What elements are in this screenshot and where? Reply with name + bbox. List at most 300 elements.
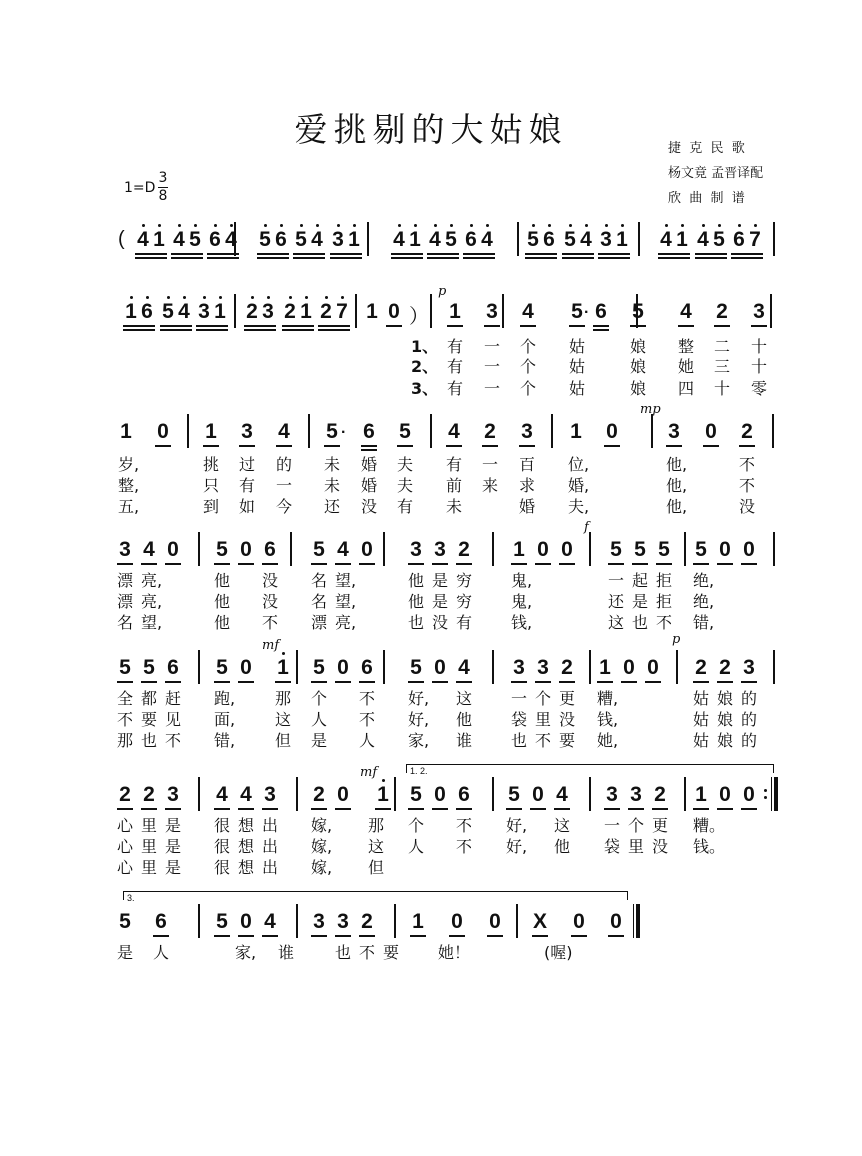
note: 6	[538, 228, 560, 252]
verse-number: 1、	[411, 337, 439, 356]
underline	[447, 325, 463, 327]
underline	[614, 257, 630, 259]
note: 6	[162, 656, 184, 680]
underline	[554, 808, 570, 810]
lyric-syllable: 没	[361, 497, 378, 516]
lyric-syllable: 他	[214, 571, 231, 590]
lyric-syllable: 里	[141, 837, 158, 856]
lyric-syllable: 个	[311, 689, 328, 708]
underline	[541, 257, 557, 259]
octave-dot	[219, 296, 222, 299]
underline	[741, 681, 757, 683]
underline	[562, 253, 578, 255]
note: 1	[671, 228, 693, 252]
note: 5	[308, 656, 330, 680]
underline	[597, 681, 613, 683]
underline	[187, 253, 203, 255]
note: 5	[157, 300, 179, 324]
underline	[207, 253, 223, 255]
underline	[456, 681, 472, 683]
score-system	[0, 632, 862, 756]
note: 2	[308, 783, 330, 807]
underline	[443, 257, 459, 259]
lyric-syllable: 的	[741, 689, 758, 708]
underline	[525, 257, 541, 259]
credits	[668, 136, 763, 211]
underline	[346, 253, 362, 255]
barline	[296, 650, 298, 684]
note: 2	[711, 300, 733, 324]
lyric-syllable: 姑	[569, 379, 586, 398]
octave-dot	[382, 779, 385, 782]
octave-dot	[341, 296, 344, 299]
lyric-syllable: 跑,	[214, 689, 236, 708]
lyric-syllable: 要	[141, 710, 158, 729]
note: 0	[700, 420, 722, 444]
underline	[674, 253, 690, 255]
lyric-syllable: 人	[311, 710, 328, 729]
note: 6	[136, 300, 158, 324]
underline	[276, 445, 292, 447]
underline	[135, 253, 151, 255]
note: 5	[708, 228, 730, 252]
underline	[463, 253, 479, 255]
lyric-syllable: 起	[632, 571, 649, 590]
underline	[212, 325, 228, 327]
note: 1	[404, 228, 426, 252]
lyric-syllable: 一	[276, 476, 293, 495]
underline	[604, 445, 620, 447]
note: 0	[356, 538, 378, 562]
note: X	[529, 910, 551, 934]
barline	[234, 294, 236, 328]
underline	[151, 257, 167, 259]
note: 3	[601, 783, 623, 807]
lyric-syllable: 好,	[506, 816, 528, 835]
lyric-syllable: 里	[141, 858, 158, 877]
lyric-syllable: 岁,	[118, 455, 140, 474]
barline	[430, 294, 432, 328]
underline	[693, 563, 709, 565]
lyric-syllable: 还	[324, 497, 341, 516]
underline	[621, 681, 637, 683]
note: 3	[625, 783, 647, 807]
note: 3	[114, 538, 136, 562]
underline	[391, 257, 407, 259]
lyric-syllable: 三	[714, 357, 731, 376]
lyric-syllable: 名	[311, 571, 328, 590]
underline	[141, 808, 157, 810]
barline	[651, 414, 653, 448]
underline	[223, 253, 239, 255]
underline	[165, 808, 181, 810]
barline	[308, 414, 310, 448]
note: 2	[556, 656, 578, 680]
note: 5	[138, 656, 160, 680]
score-system	[0, 520, 862, 638]
note: 0	[484, 910, 506, 934]
note: 0	[605, 910, 627, 934]
volta-label: 3.	[127, 893, 135, 903]
octave-dot	[470, 224, 473, 227]
barline	[394, 904, 396, 938]
barline	[773, 222, 775, 256]
note: 2	[138, 783, 160, 807]
note: 3	[257, 300, 279, 324]
octave-dot	[158, 224, 161, 227]
underline	[717, 681, 733, 683]
lyric-syllable: 是	[311, 731, 328, 750]
verse-number: 2、	[411, 357, 439, 376]
lyric-syllable: 名	[117, 613, 134, 632]
underline	[608, 563, 624, 565]
lyric-syllable: 很	[214, 816, 231, 835]
note: 4	[332, 538, 354, 562]
note: 4	[173, 300, 195, 324]
underline	[187, 257, 203, 259]
note: 3	[532, 656, 554, 680]
underline	[407, 257, 423, 259]
underline	[658, 253, 674, 255]
lyric-syllable: 不	[165, 731, 182, 750]
lyric-syllable: 不	[359, 689, 376, 708]
lyric-syllable: 名	[311, 592, 328, 611]
lyric-syllable: 姑	[693, 689, 710, 708]
lyric-syllable: 不	[456, 837, 473, 856]
dynamic-mark: mf	[360, 765, 378, 780]
underline	[674, 257, 690, 259]
lyric-syllable: 一	[484, 337, 501, 356]
underline	[141, 563, 157, 565]
lyric-syllable: 不	[359, 710, 376, 729]
barline	[773, 650, 775, 684]
barline	[770, 294, 772, 328]
note: 1	[407, 910, 429, 934]
lyric-syllable: 有	[239, 476, 256, 495]
underline	[391, 253, 407, 255]
repeat-sign	[764, 785, 768, 803]
note: 2	[241, 300, 263, 324]
volta-label: 1. 2.	[410, 766, 428, 776]
lyric-syllable: 这	[554, 816, 571, 835]
note: 4	[655, 228, 677, 252]
underline	[346, 257, 362, 259]
barline	[383, 650, 385, 684]
lyric-syllable: 姑	[693, 710, 710, 729]
note: 1	[372, 783, 394, 807]
lyric-syllable: 糟,	[597, 689, 619, 708]
note: 0	[383, 300, 405, 324]
underline	[456, 563, 472, 565]
lyric-syllable: 是	[432, 592, 449, 611]
underline	[238, 808, 254, 810]
note: 0	[235, 910, 257, 934]
underline	[487, 935, 503, 937]
barline	[638, 222, 640, 256]
lyric-syllable: 他	[408, 592, 425, 611]
octave-dot	[214, 224, 217, 227]
octave-dot	[532, 224, 535, 227]
lyric-syllable: 不	[535, 731, 552, 750]
underline	[282, 329, 298, 331]
underline	[262, 808, 278, 810]
octave-dot	[569, 224, 572, 227]
parenthesis: ）	[409, 306, 429, 328]
underline	[151, 253, 167, 255]
barline	[551, 414, 553, 448]
octave-dot	[282, 652, 285, 655]
lyric-syllable: 个	[535, 689, 552, 708]
lyric-syllable: 这	[368, 837, 385, 856]
underline	[562, 257, 578, 259]
lyric-syllable: 娘	[717, 689, 734, 708]
octave-dot	[289, 296, 292, 299]
underline	[630, 325, 646, 327]
note: 0	[332, 656, 354, 680]
underline	[569, 325, 585, 327]
octave-dot	[178, 224, 181, 227]
note: 3	[663, 420, 685, 444]
underline	[238, 681, 254, 683]
note: 5	[653, 538, 675, 562]
note: 5	[211, 538, 233, 562]
barline	[492, 650, 494, 684]
underline	[645, 681, 661, 683]
lyric-syllable: 有	[456, 613, 473, 632]
lyric-syllable: 姑	[569, 357, 586, 376]
lyric-syllable: 她,	[597, 731, 619, 750]
note: 5	[503, 783, 525, 807]
lyric-syllable: 漂	[311, 613, 328, 632]
note: 4	[211, 783, 233, 807]
lyric-syllable: 一	[511, 689, 528, 708]
underline	[309, 257, 325, 259]
lyric-syllable: 娘	[630, 357, 647, 376]
note: 5	[211, 656, 233, 680]
underline	[139, 325, 155, 327]
lyric-syllable: 全	[117, 689, 134, 708]
note: 0	[235, 656, 257, 680]
note: 0	[235, 538, 257, 562]
underline	[223, 257, 239, 259]
note: 4	[517, 300, 539, 324]
verse-number: 3、	[411, 379, 439, 398]
lyric-syllable: 一	[484, 357, 501, 376]
credit-origin: 捷 克 民 歌	[668, 141, 745, 156]
barline	[773, 532, 775, 566]
lyric-syllable: 那	[275, 689, 292, 708]
note: 2	[736, 420, 758, 444]
underline	[335, 935, 351, 937]
note: 1	[272, 656, 294, 680]
lyric-syllable: 只	[203, 476, 220, 495]
lyric-syllable: 他	[214, 613, 231, 632]
lyric-syllable: 不	[262, 613, 279, 632]
underline	[408, 563, 424, 565]
lyric-syllable: 也	[408, 613, 425, 632]
octave-dot	[305, 296, 308, 299]
lyric-syllable: 有	[446, 455, 463, 474]
lyric-syllable: 未	[324, 455, 341, 474]
note: 1	[343, 228, 365, 252]
lyric-syllable: 漂	[117, 571, 134, 590]
lyric-syllable: 望,	[335, 592, 357, 611]
note: 3	[259, 783, 281, 807]
lyric-syllable: 心	[117, 858, 134, 877]
lyric-syllable: 出	[262, 858, 279, 877]
underline	[741, 563, 757, 565]
underline	[176, 325, 192, 327]
note: 1	[508, 538, 530, 562]
lyric-syllable: 今	[276, 497, 293, 516]
parenthesis: (	[118, 228, 125, 250]
lyric-syllable: 袋	[511, 710, 528, 729]
lyric-syllable: 好,	[408, 689, 430, 708]
lyric-syllable: 娘	[717, 731, 734, 750]
underline	[571, 935, 587, 937]
underline	[141, 681, 157, 683]
lyric-syllable: 不	[739, 455, 756, 474]
underline	[479, 253, 495, 255]
underline	[446, 445, 462, 447]
octave-dot	[203, 296, 206, 299]
underline	[604, 808, 620, 810]
lyric-syllable: 都	[141, 689, 158, 708]
note: 5	[566, 300, 588, 324]
underline	[334, 325, 350, 327]
lyric-syllable: 想	[238, 837, 255, 856]
note: 1	[148, 228, 170, 252]
underline	[449, 935, 465, 937]
underline	[135, 257, 151, 259]
underline	[311, 935, 327, 937]
note: 4	[220, 228, 242, 252]
note: 0	[618, 656, 640, 680]
note: 5	[321, 420, 343, 444]
barline	[492, 532, 494, 566]
octave-dot	[621, 224, 624, 227]
underline	[214, 563, 230, 565]
lyric-syllable: 未	[324, 476, 341, 495]
underline	[330, 257, 346, 259]
lyric-syllable: 一	[604, 816, 621, 835]
underline	[711, 257, 727, 259]
lyric-syllable: 这	[456, 689, 473, 708]
octave-dot	[264, 224, 267, 227]
lyric-syllable: 有	[447, 357, 464, 376]
lyric-syllable: 但	[275, 731, 292, 750]
underline	[123, 329, 139, 331]
note: 4	[692, 228, 714, 252]
lyric-syllable: 钱。	[693, 837, 726, 856]
underline	[196, 329, 212, 331]
note: 0	[152, 420, 174, 444]
augmentation-dot: ·	[584, 304, 590, 321]
note: 5	[114, 656, 136, 680]
underline	[238, 563, 254, 565]
underline	[535, 681, 551, 683]
barline	[492, 777, 494, 811]
lyric-syllable: 面,	[214, 710, 236, 729]
lyric-syllable: 不	[117, 710, 134, 729]
lyric-syllable: 他,	[666, 476, 688, 495]
underline	[535, 563, 551, 565]
barline	[198, 650, 200, 684]
lyric-syllable: 是	[165, 816, 182, 835]
lyric-syllable: 二	[714, 337, 731, 356]
note: 1	[200, 420, 222, 444]
lyric-syllable: 没	[739, 497, 756, 516]
underline	[666, 445, 682, 447]
underline	[614, 253, 630, 255]
lyric-syllable: 拒	[656, 592, 673, 611]
dynamic-mark: mp	[640, 402, 661, 417]
lyric-syllable: 过	[239, 455, 256, 474]
lyric-syllable: 位,	[568, 455, 590, 474]
note: 5	[405, 783, 427, 807]
note: 5	[184, 228, 206, 252]
note: 1	[366, 300, 378, 323]
underline	[711, 253, 727, 255]
dynamic-mark: mf	[262, 638, 280, 653]
underline	[171, 253, 187, 255]
lyric-syllable: 他	[554, 837, 571, 856]
lyric-syllable: 漂	[117, 592, 134, 611]
note: 4	[575, 228, 597, 252]
lyric-syllable: 他,	[666, 455, 688, 474]
lyric-syllable: 想	[238, 816, 255, 835]
note: 5	[308, 538, 330, 562]
note: 3	[308, 910, 330, 934]
underline	[456, 808, 472, 810]
barline	[296, 904, 298, 938]
lyric-syllable: 家,	[235, 943, 257, 962]
note: 0	[556, 538, 578, 562]
lyric-syllable: 她	[678, 357, 695, 376]
underline	[335, 563, 351, 565]
lyric-syllable: 绝,	[693, 592, 715, 611]
octave-dot	[280, 224, 283, 227]
note: 5	[629, 538, 651, 562]
note: 3	[738, 656, 760, 680]
lyric-syllable: 整,	[118, 476, 140, 495]
underline	[361, 445, 377, 447]
underline	[739, 445, 755, 447]
note: 1	[120, 300, 142, 324]
note: 4	[132, 228, 154, 252]
barline	[772, 414, 774, 448]
octave-dot	[142, 224, 145, 227]
lyric-syllable: 十	[714, 379, 731, 398]
lyric-syllable: 绝,	[693, 571, 715, 590]
barline	[198, 777, 200, 811]
lyric-syllable: 个	[408, 816, 425, 835]
lyric-syllable: 不	[739, 476, 756, 495]
lyric-syllable: 那	[368, 816, 385, 835]
volta-bracket	[123, 891, 628, 903]
underline	[714, 325, 730, 327]
barline	[198, 532, 200, 566]
lyric-syllable: 整	[678, 337, 695, 356]
underline	[165, 681, 181, 683]
lyric-syllable: 这	[275, 710, 292, 729]
note: 6	[259, 538, 281, 562]
underline	[123, 325, 139, 327]
underline	[165, 563, 181, 565]
lyric-syllable: 是	[165, 837, 182, 856]
lyric-syllable: 要	[383, 943, 400, 962]
lyric-syllable: 里	[141, 816, 158, 835]
